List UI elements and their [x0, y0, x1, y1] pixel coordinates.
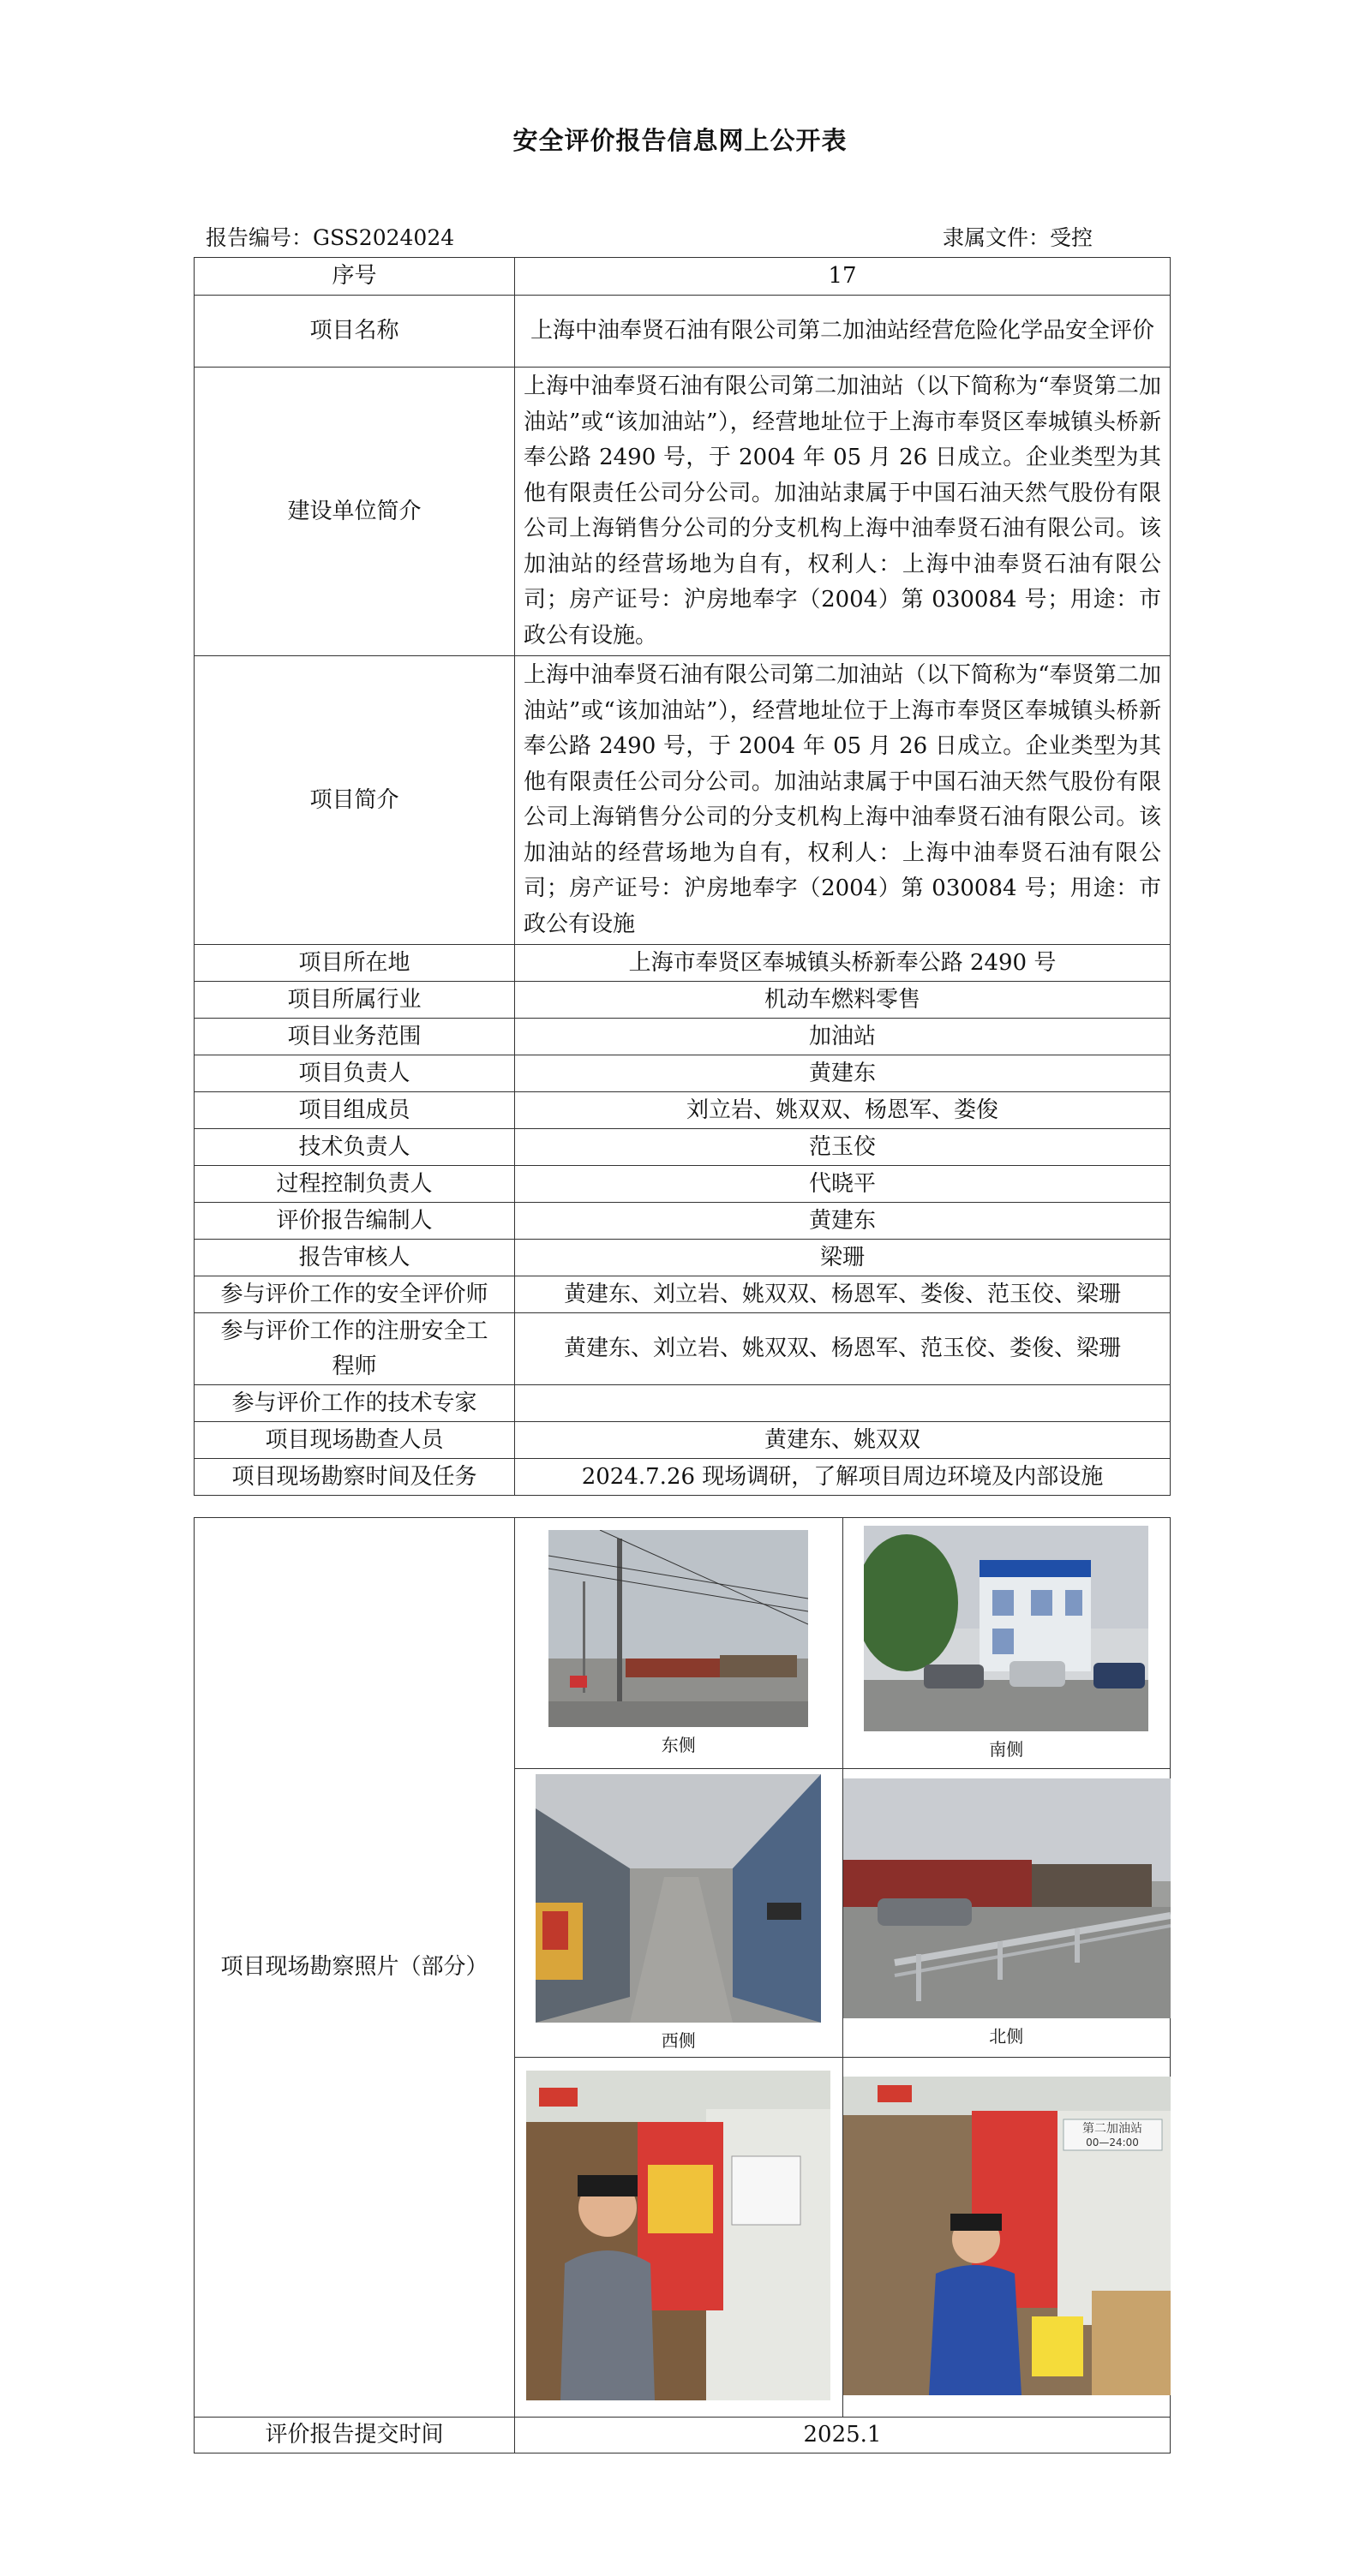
staff-photo-1: [526, 2071, 830, 2400]
row-value: 黄建东、刘立岩、姚双双、杨恩军、范玉佼、娄俊、梁珊: [515, 1313, 1171, 1385]
hours-sign: 00—24:00: [1085, 2136, 1139, 2149]
row-label: 项目组成员: [195, 1092, 515, 1129]
file-status: 隶属文件：受控: [943, 225, 1093, 250]
photo-cell-east: [515, 1518, 843, 1769]
report-number: 报告编号：GSS2024024: [206, 225, 455, 250]
row-label: 序号: [195, 258, 515, 296]
row-label: 项目所属行业: [195, 982, 515, 1019]
photo-cell-south: [842, 1518, 1171, 1769]
row-value: 加油站: [515, 1019, 1171, 1055]
photo-cell-staff-2: [842, 2058, 1171, 2418]
row-label: 参与评价工作的技术专家: [195, 1385, 515, 1422]
row-value: 黄建东、刘立岩、姚双双、杨恩军、娄俊、范玉佼、梁珊: [515, 1276, 1171, 1313]
staff-photo-2: [843, 2077, 1171, 2395]
table-row: [195, 1313, 1171, 1385]
table-row: [195, 1203, 1171, 1240]
table-row: [195, 1055, 1171, 1092]
info-table: [194, 257, 1171, 1496]
photo-caption: 北侧: [989, 2026, 1024, 2047]
table-row: [195, 945, 1171, 982]
row-label: 参与评价工作的安全评价师: [195, 1276, 515, 1313]
table-row: [195, 1459, 1171, 1496]
north-photo: [843, 1778, 1171, 2018]
row-value: 代晓平: [515, 1166, 1171, 1203]
photo-section-label: 项目现场勘察照片（部分）: [195, 1518, 515, 2418]
photo-cell-staff-1: [515, 2058, 843, 2418]
row-label: 报告审核人: [195, 1240, 515, 1276]
row-label: 项目名称: [195, 296, 515, 368]
row-label: 建设单位简介: [195, 368, 515, 656]
row-label: 评价报告编制人: [195, 1203, 515, 1240]
row-value: 2025.1: [515, 2418, 1171, 2453]
table-row: [195, 1166, 1171, 1203]
row-value: 上海中油奉贤石油有限公司第二加油站（以下简称为“奉贤第二加油站”或“该加油站”），经营地址位于上海市奉贤区奉城镇头桥新奉公路 2490 号，于 2004 年 05 月 26 日成立。企业类型为其他有限责任公司分公司。加油站隶属于中国石油天然气股份有限公司上海销售分公司的分支机构上海中油奉贤石油有限公司。该加油站的经营场地为自有，权利人：上海中油奉贤石油有限公司；房产证号：沪房地奉字（2004）第 030084 号；用途：市政公有设施: [515, 656, 1171, 945]
east-photo: [548, 1530, 808, 1727]
photo-table: [194, 1517, 1171, 2453]
photo-cell-north: [842, 1769, 1171, 2058]
row-value: [515, 1385, 1171, 1422]
table-row: [195, 656, 1171, 945]
row-label: 评价报告提交时间: [195, 2418, 515, 2453]
row-value: 上海中油奉贤石油有限公司第二加油站经营危险化学品安全评价: [515, 296, 1171, 368]
page-title: 安全评价报告信息网上公开表: [512, 126, 848, 155]
row-value: 梁珊: [515, 1240, 1171, 1276]
row-value: 黄建东、姚双双: [515, 1422, 1171, 1459]
table-row: [195, 1240, 1171, 1276]
row-label: 项目简介: [195, 656, 515, 945]
photo-cell-west: [515, 1769, 843, 2058]
row-label: 项目业务范围: [195, 1019, 515, 1055]
south-photo: [864, 1526, 1148, 1731]
photo-caption: 南侧: [989, 1739, 1024, 1760]
table-row: [195, 258, 1171, 296]
row-label: 项目现场勘查人员: [195, 1422, 515, 1459]
table-row: [195, 1276, 1171, 1313]
row-label: 项目负责人: [195, 1055, 515, 1092]
row-label: 参与评价工作的注册安全工程师: [195, 1313, 515, 1385]
row-value: 黄建东: [515, 1055, 1171, 1092]
photo-caption: 东侧: [661, 1735, 696, 1755]
row-label: 项目现场勘察时间及任务: [195, 1459, 515, 1496]
station-sign: 第二加油站: [1081, 2121, 1142, 2136]
row-value: 17: [515, 258, 1171, 296]
row-label: 项目所在地: [195, 945, 515, 982]
photo-caption: 西侧: [661, 2030, 696, 2051]
table-row: [195, 368, 1171, 656]
row-value: 黄建东: [515, 1203, 1171, 1240]
table-row: [195, 1092, 1171, 1129]
table-row: [195, 1129, 1171, 1166]
table-row: [195, 296, 1171, 368]
row-label: 技术负责人: [195, 1129, 515, 1166]
row-value: 刘立岩、姚双双、杨恩军、娄俊: [515, 1092, 1171, 1129]
row-label: 过程控制负责人: [195, 1166, 515, 1203]
table-row: [195, 1385, 1171, 1422]
table-row: [195, 2418, 1171, 2453]
row-value: 2024.7.26 现场调研，了解项目周边环境及内部设施: [515, 1459, 1171, 1496]
photo-row: [195, 1518, 1171, 1769]
table-row: [195, 982, 1171, 1019]
row-value: 范玉佼: [515, 1129, 1171, 1166]
table-row: [195, 1019, 1171, 1055]
row-value: 上海市奉贤区奉城镇头桥新奉公路 2490 号: [515, 945, 1171, 982]
row-value: 机动车燃料零售: [515, 982, 1171, 1019]
row-value: 上海中油奉贤石油有限公司第二加油站（以下简称为“奉贤第二加油站”或“该加油站”），经营地址位于上海市奉贤区奉城镇头桥新奉公路 2490 号，于 2004 年 05 月 26 日成立。企业类型为其他有限责任公司分公司。加油站隶属于中国石油天然气股份有限公司上海销售分公司的分支机构上海中油奉贤石油有限公司。该加油站的经营场地为自有，权利人：上海中油奉贤石油有限公司；房产证号：沪房地奉字（2004）第 030084 号；用途：市政公有设施。: [515, 368, 1171, 656]
table-row: [195, 1422, 1171, 1459]
west-photo: [536, 1774, 821, 2023]
